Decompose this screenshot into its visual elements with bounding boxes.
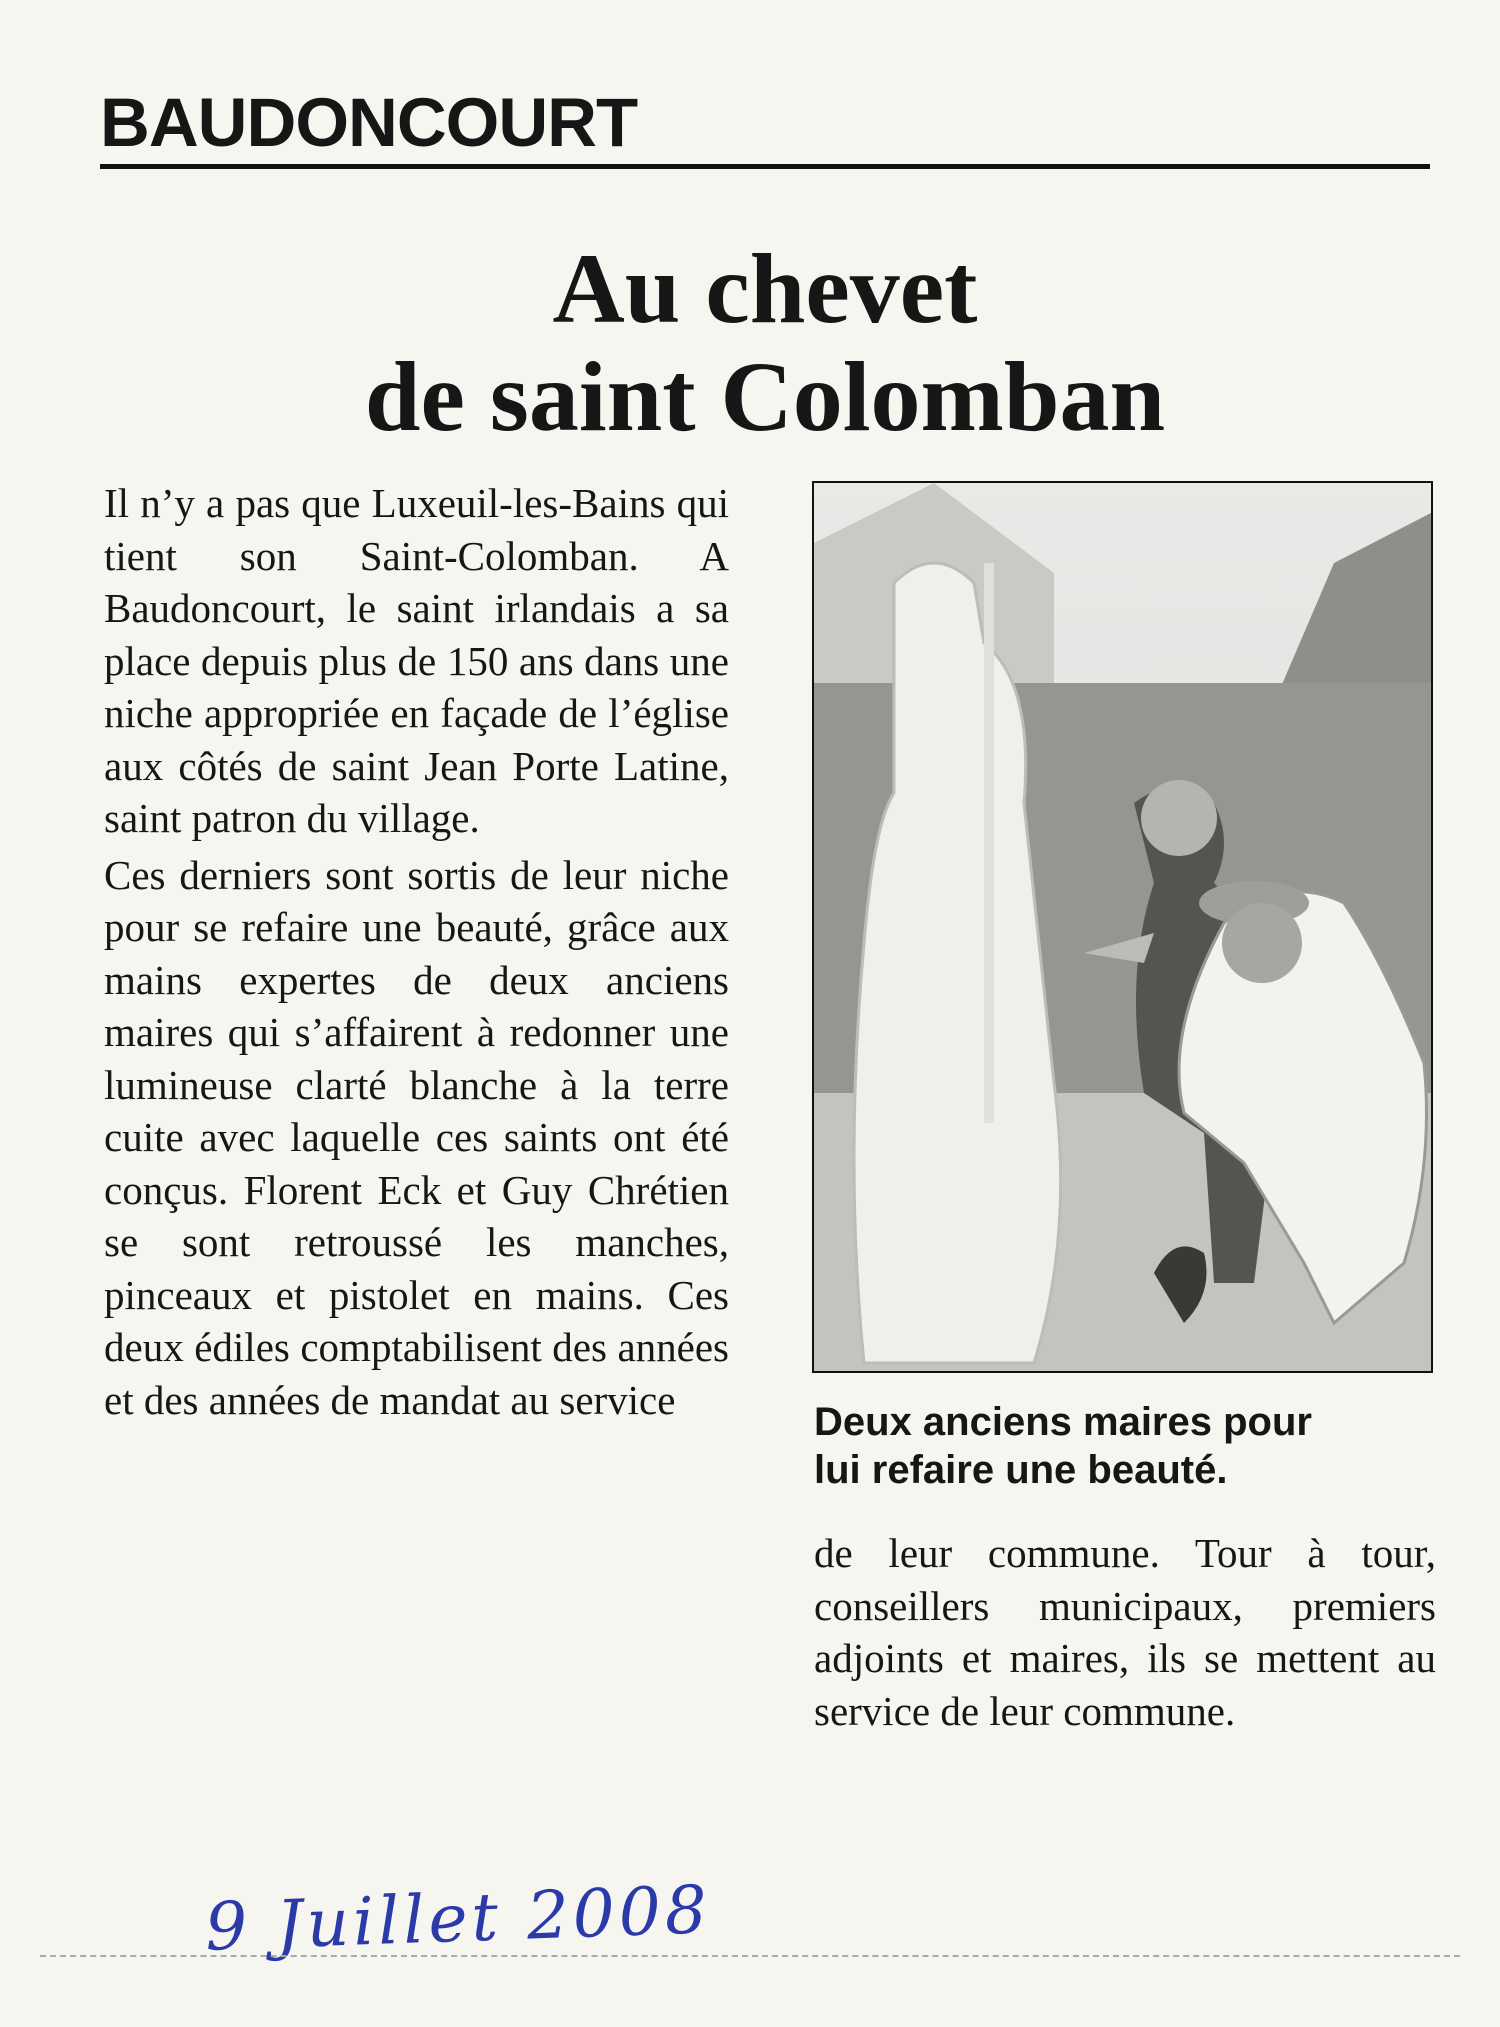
statue-staff — [984, 563, 994, 1123]
article-photo — [812, 481, 1433, 1373]
headline — [100, 235, 1430, 451]
photo-caption-line-1: Deux anciens maires pour — [814, 1400, 1312, 1444]
section-title: BAUDONCOURT — [100, 84, 638, 161]
article-paragraph: Ces derniers sont sortis de leur niche pour se refaire une beauté, grâce aux mains expertes de deux anciens maires qui s’affairent à redonner une lumineuse clarté blanche à la terre cuite avec laquelle ces saints ont été conçus. Florent Eck et Guy Chrétien se sont retroussé les manches, pinceaux et pistolet en mains. Ces deux édiles comptabilisent des années et des années de mandat au service — [104, 851, 729, 1423]
photo-illustration — [814, 483, 1431, 1371]
headline-line-2: de saint Colomban — [364, 341, 1166, 452]
article-paragraph: Il n’y a pas que Luxeuil-les-Bains qui tient son Saint-Colomban. A Baudoncourt, le saint irlandais a sa place depuis plus de 150 ans dans une niche appropriée en façade de l’église aux côtés de saint Jean Porte Latine, saint patron du village. — [104, 480, 729, 841]
section-header — [100, 84, 1430, 169]
handwritten-date: 9 Juillet 2008 — [203, 1871, 712, 1966]
photo-caption — [814, 1398, 1439, 1494]
photo-caption-line-2: lui refaire une beauté. — [814, 1448, 1228, 1492]
article-paragraph: de leur commune. Tour à tour, conseillers municipaux, premiers adjoints et maires, ils se mettent au service de leur commune. — [814, 1530, 1436, 1734]
article-column-left — [104, 477, 729, 1430]
clipping-edge-line — [40, 1955, 1460, 1957]
headline-line-1: Au chevet — [552, 233, 978, 344]
article-column-right — [814, 1527, 1436, 1741]
